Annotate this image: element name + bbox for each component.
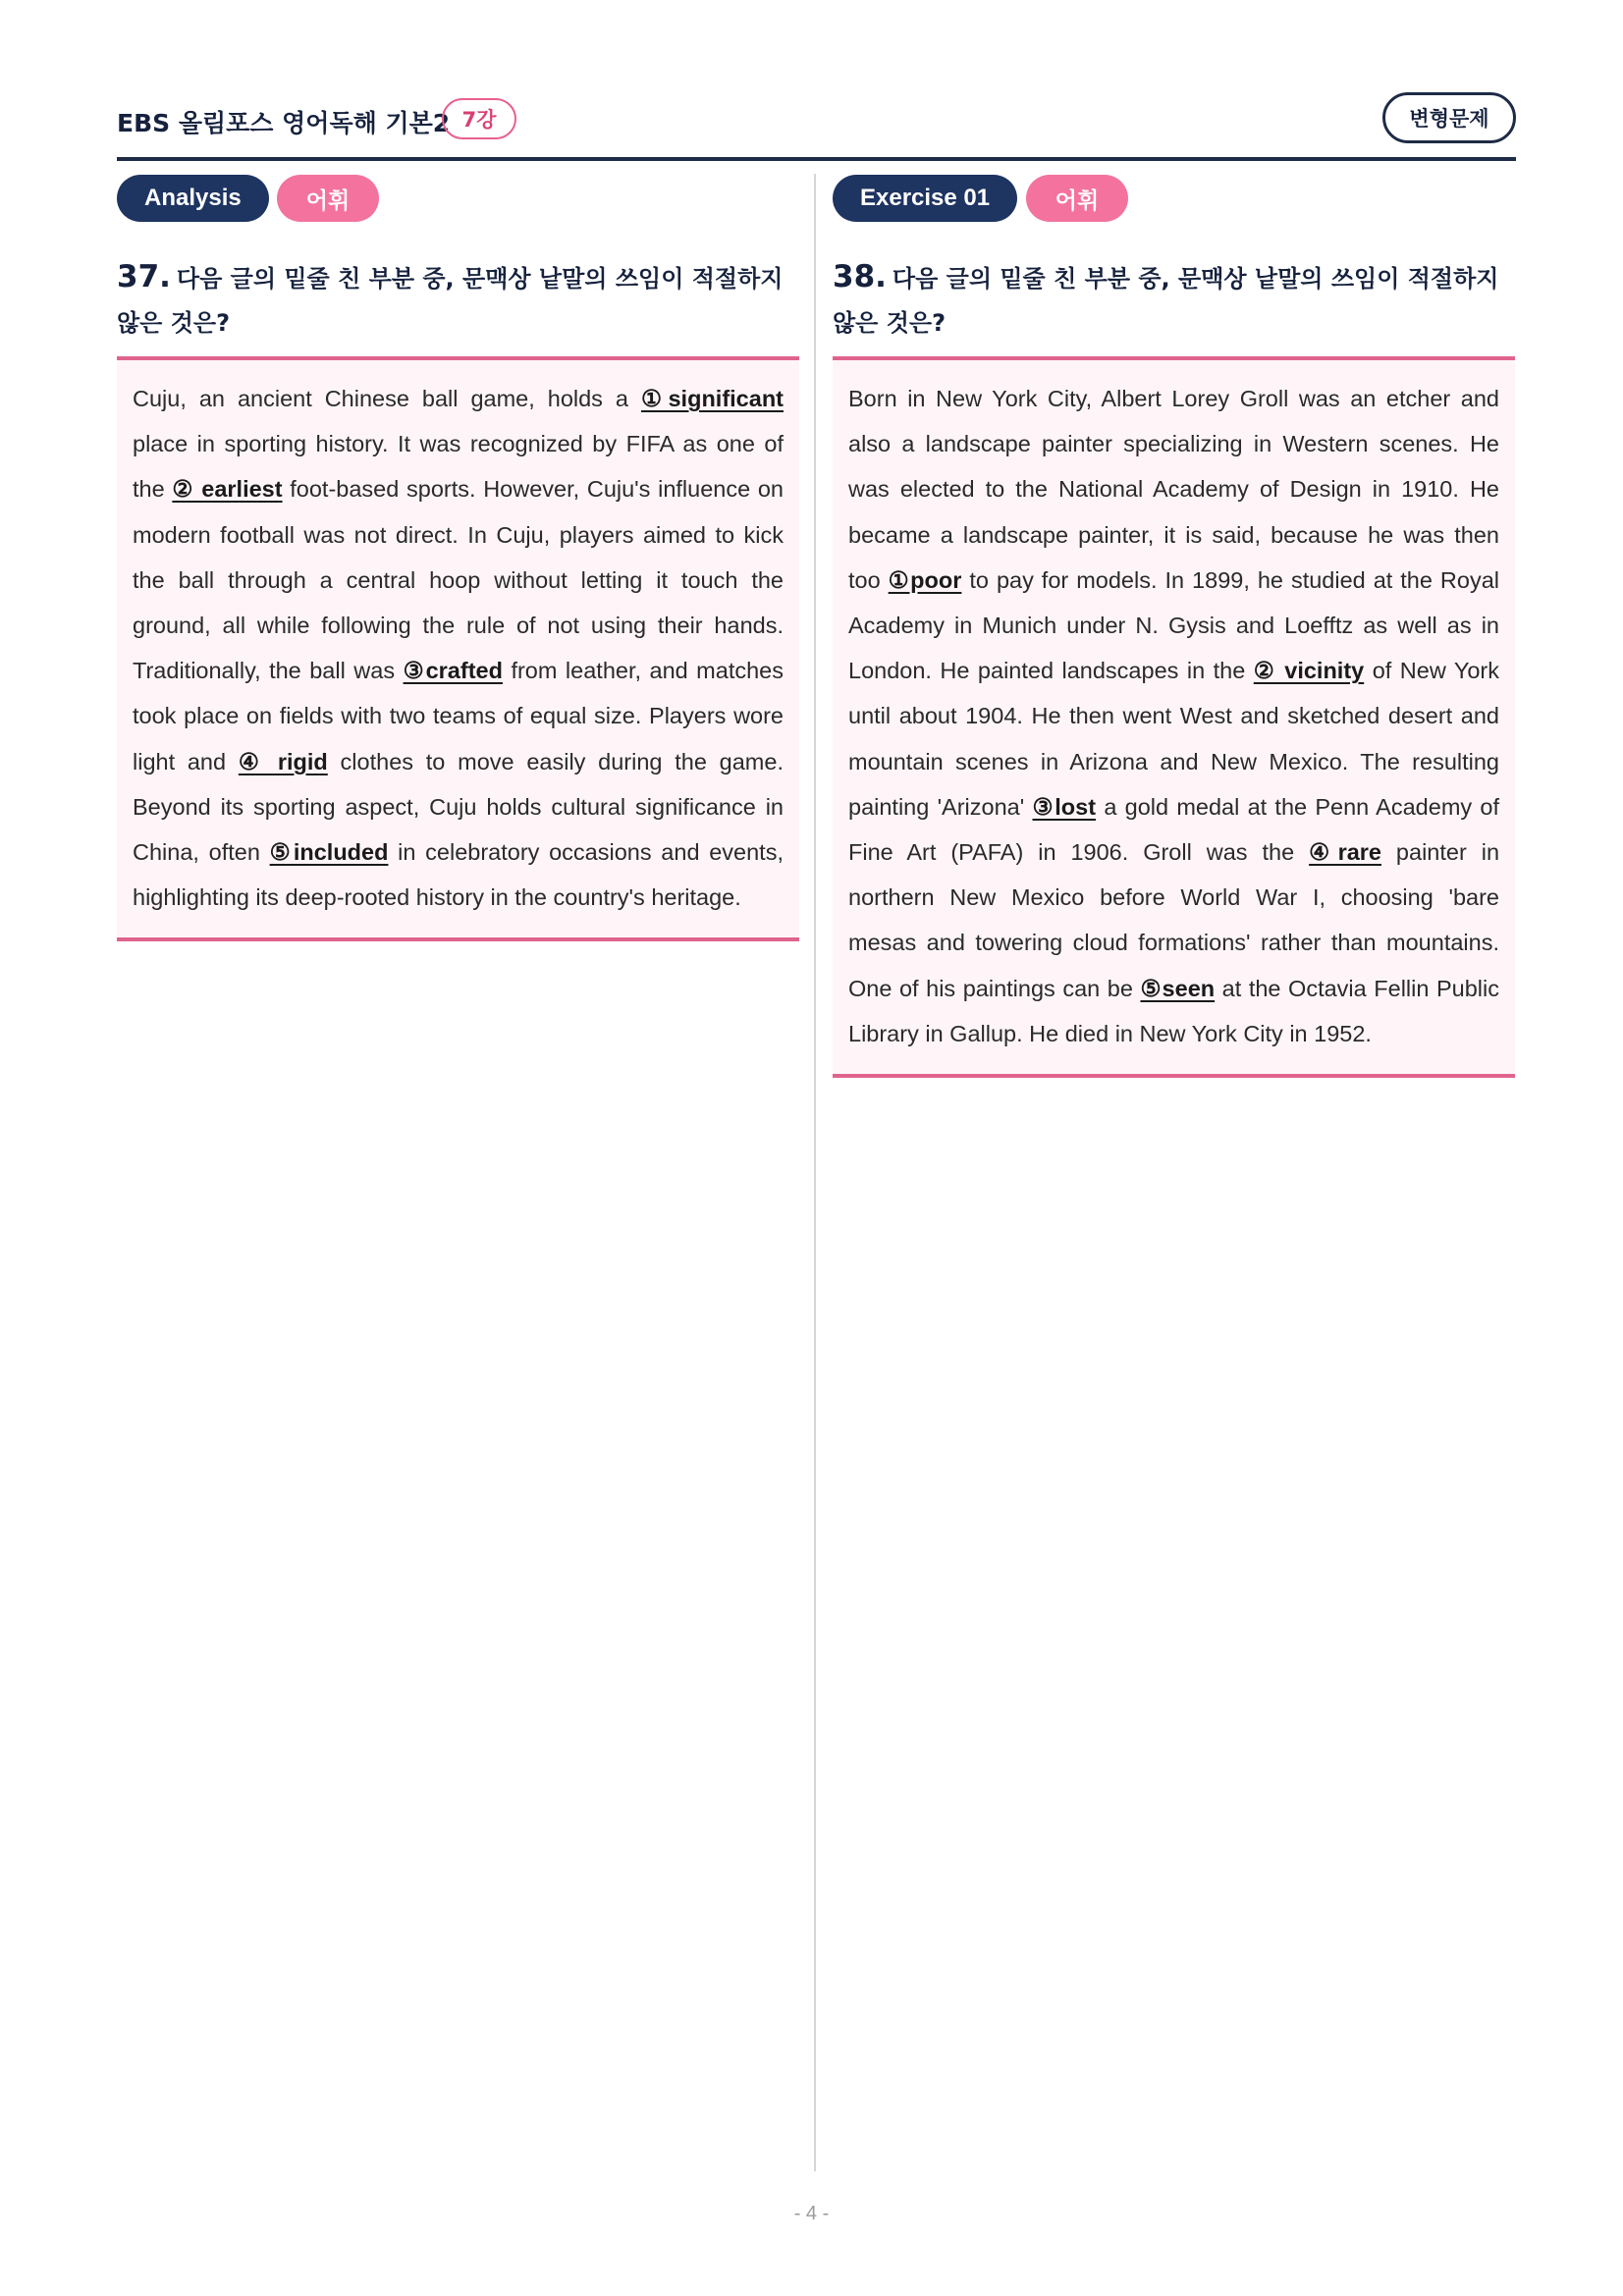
- right-column: [833, 175, 1515, 1046]
- underlined-choice-2: ② earliest: [172, 476, 283, 503]
- book-title: EBS 올림포스 영어독해 기본2: [117, 109, 451, 137]
- passage-text: [848, 376, 1499, 1056]
- passage-segment: Cuju, an ancient Chinese ball game, holds a: [133, 386, 641, 411]
- passage-segment: place in sporting history. It was recognized by FIFA as one of the: [133, 431, 784, 503]
- question-38: [833, 255, 1515, 346]
- left-tags: [117, 175, 799, 222]
- right-tags: [833, 175, 1515, 222]
- question-text: 다음 글의 밑줄 친 부분 중, 문맥상 낱말의 쓰임이 적절하지 않은 것은?: [833, 265, 1499, 337]
- variant-badge: 변형문제: [1382, 92, 1516, 143]
- passage-segment: a gold medal at the Penn Academy of Fine Art (PAFA) in 1906. Groll was the: [848, 793, 1499, 866]
- underlined-choice-3: ③lost: [1032, 793, 1097, 820]
- underlined-choice-5: ⑤seen: [1140, 975, 1216, 1001]
- passage-segment: from leather, and matches took place on fields with two teams of equal size. Players wore light and: [133, 658, 784, 774]
- question-37: [117, 255, 799, 346]
- exercise-tag: Exercise 01: [833, 175, 1017, 222]
- page-header: [117, 94, 1516, 161]
- underlined-choice-2: ② vicinity: [1253, 658, 1365, 684]
- question-number: 37.: [117, 259, 171, 294]
- vocab-tag: 어휘: [277, 175, 379, 222]
- passage-segment: to pay for models. In 1899, he studied at the Royal Academy in Munich under N. Gysis and Loefftz as well as in London. He painted landscapes in the: [848, 566, 1500, 684]
- passage-box: [117, 356, 799, 941]
- passage-box: [833, 356, 1515, 1078]
- underlined-choice-4: ④ rigid: [238, 748, 328, 774]
- underlined-choice-3: ③crafted: [403, 658, 503, 684]
- underlined-choice-4: ④rare: [1309, 839, 1381, 866]
- passage-segment: Born in New York City, Albert Lorey Groll was an etcher and also a landscape painter specializing in Western scenes. He was elected to the National Academy of Design in 1910. He became a landscape painter, it is said, because he was then too: [848, 386, 1499, 593]
- column-divider: [814, 174, 816, 2171]
- analysis-tag: Analysis: [117, 175, 269, 222]
- underlined-choice-1: ①poor: [888, 566, 962, 593]
- passage-segment: at the Octavia Fellin Public Library in Gallup. He died in New York City in 1952.: [848, 975, 1499, 1046]
- lesson-badge: 7강: [442, 98, 516, 139]
- passage-segment: clothes to move easily during the game. Beyond its sporting aspect, Cuju holds cultural significance in China, often: [133, 748, 784, 866]
- question-text: 다음 글의 밑줄 친 부분 중, 문맥상 낱말의 쓰임이 적절하지 않은 것은?: [117, 265, 784, 337]
- left-column: [117, 175, 799, 911]
- passage-segment: of New York until about 1904. He then went West and sketched desert and mountain scenes in Arizona and New Mexico. The resulting painting 'Arizona': [848, 658, 1499, 820]
- question-number: 38.: [833, 259, 887, 294]
- underlined-choice-5: ⑤included: [269, 839, 389, 866]
- passage-segment: foot-based sports. However, Cuju's influence on modern football was not direct. In Cuju, players aimed to kick the ball through a central hoop without letting it touch the ground, all while following the rule of not using their hands. Traditionally, the ball was: [133, 476, 784, 684]
- underlined-choice-1: ①significant: [640, 386, 784, 411]
- passage-segment: in celebratory occasions and events, highlighting its deep-rooted history in the country's heritage.: [133, 839, 784, 911]
- passage-text: [133, 376, 784, 920]
- passage-segment: painter in northern New Mexico before World War I, choosing 'bare mesas and towering cloud formations' rather than mountains. One of his paintings can be: [848, 839, 1500, 1001]
- page-number: - 4 -: [793, 2203, 830, 2224]
- vocab-tag: 어휘: [1026, 175, 1128, 222]
